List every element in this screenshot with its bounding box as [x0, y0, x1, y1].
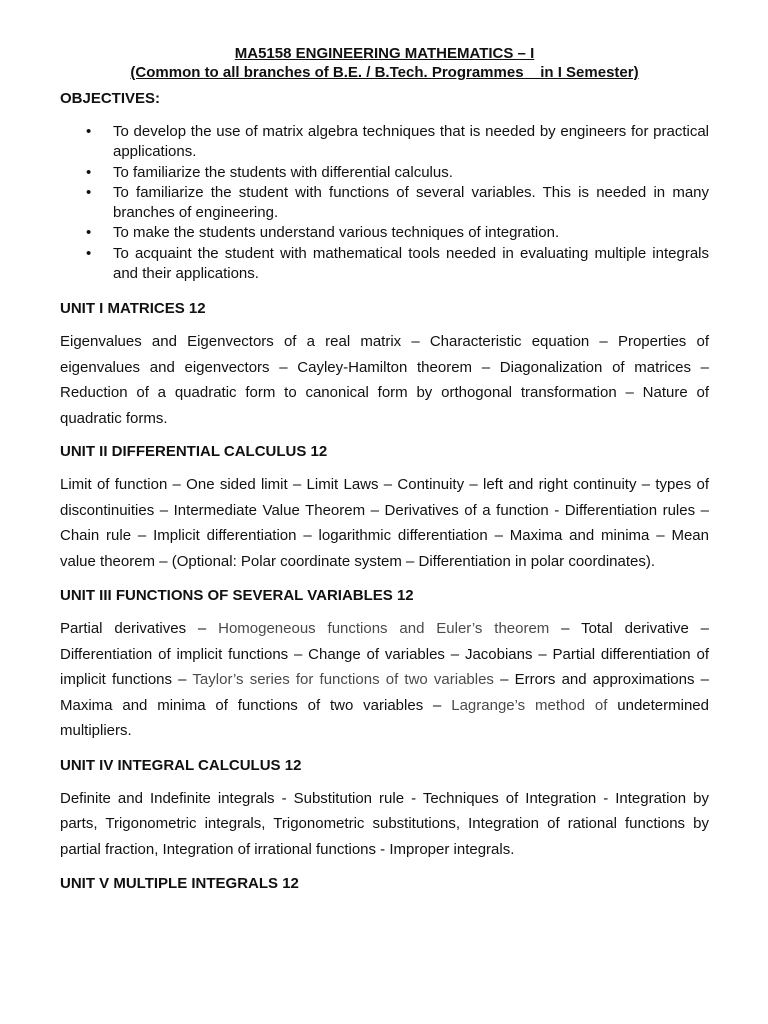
objective-item: • To acquaint the student with mathematical tools needed in evaluating multiple integrals and their applications. [86, 244, 709, 283]
objectives-list [60, 122, 709, 284]
course-subtitle: (Common to all branches of B.E. / B.Tech. Programmes in I Semester) [130, 64, 639, 81]
objective-item: • To develop the use of matrix algebra techniques that is needed by engineers for practical applications. [86, 123, 709, 161]
syllabus-page [60, 44, 709, 893]
unit5-heading: UNIT V MULTIPLE INTEGRALS 12 [60, 875, 299, 893]
objective-item: • To make the students understand various techniques of integration. [60, 223, 709, 243]
unit4-content: Definite and Indefinite integrals - Substitution rule - Techniques of Integration - Integration by parts, Trigonometric integrals, Trigonometric substitutions, Integration of rational functions by partial fraction, Integration of irrational functions - Improper integrals. [60, 789, 709, 858]
objectives-heading: OBJECTIVES: [60, 90, 161, 107]
unit4-heading: UNIT IV INTEGRAL CALCULUS 12 [60, 756, 302, 774]
unit2-content: Limit of function – One sided limit – Limit Laws – Continuity – left and right continuity – types of discontinuities – Intermediate Value Theorem – Derivatives of a function - Differentiation rules – Chain rule – Implicit differentiation – logarithmic differentiation – Maxima and minima – Mean value theorem – (Optional: Polar coordinate system – Differentiation in polar coordinates). [60, 476, 709, 570]
unit3-content: Partial derivatives – Homogeneous functions and Euler’s theorem – Total derivative – Differentiation of implicit functions – Change of variables – Jacobians – Partial differentiation of implicit functions – Taylor’s series for functions of two variables – Errors and approximations – Maxima and minima of functions of two variables – Lagrange’s method of undetermined multipliers. [60, 620, 710, 740]
unit1-heading: UNIT I MATRICES 12 [60, 300, 206, 318]
objective-item: • To familiarize the student with functions of several variables. This is needed in many branches of engineering. [86, 183, 709, 222]
bullet-icon: • [86, 183, 92, 201]
bullet-icon: • [86, 123, 92, 140]
unit2-heading: UNIT II DIFFERENTIAL CALCULUS 12 [60, 443, 328, 461]
unit3-heading: UNIT III FUNCTIONS OF SEVERAL VARIABLES 12 [60, 587, 414, 605]
bullet-icon: • [86, 244, 92, 262]
bullet-icon: • [86, 224, 92, 242]
objective-item: • To familiarize the students with differential calculus. [60, 163, 709, 183]
unit1-content: Eigenvalues and Eigenvectors of a real matrix – Characteristic equation – Properties of eigenvalues and eigenvectors – Cayley-Hamilton theorem – Diagonalization of matrices – Reduction of a quadratic form to canonical form by orthogonal transformation – Nature of quadratic forms. [60, 333, 709, 427]
bullet-icon: • [86, 163, 92, 181]
course-title: MA5158 ENGINEERING MATHEMATICS – I [234, 45, 535, 62]
